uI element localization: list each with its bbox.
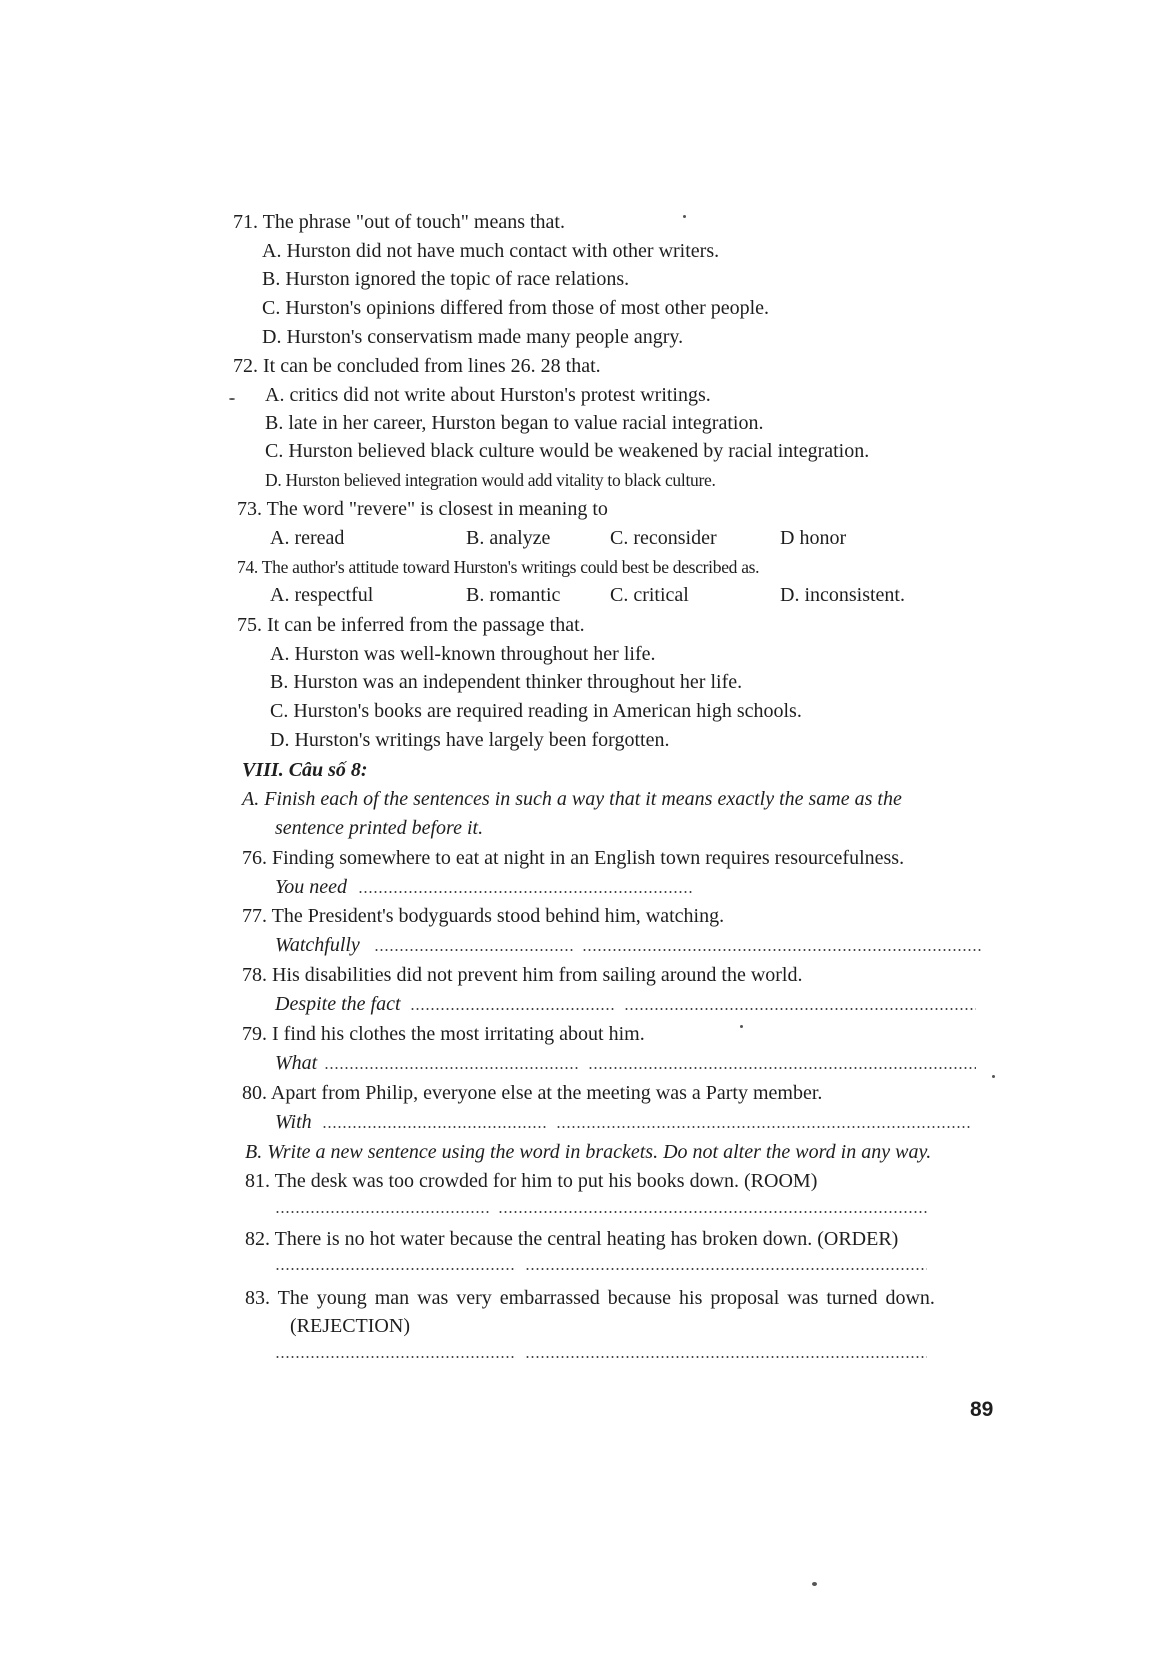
q73-option-b: B. analyze (466, 527, 551, 549)
q74-option-b: B. romantic (466, 584, 561, 606)
q72-option-d: D. Hurston believed integration would add vitality to black culture. (265, 470, 716, 490)
q80-prompt: With (275, 1111, 312, 1133)
q81-stem: 81. The desk was too crowded for him to put his books down. (ROOM) (245, 1170, 818, 1192)
scan-speck (992, 1075, 995, 1078)
q75-option-b: B. Hurston was an independent thinker throughout her life. (270, 671, 743, 693)
q82-answer-line (275, 1268, 515, 1270)
q75-option-c: C. Hurston's books are required reading in American high schools. (270, 700, 802, 722)
q81-answer-line (275, 1211, 490, 1213)
q78-prompt: Despite the fact (275, 993, 401, 1015)
q80-answer-line (322, 1126, 547, 1128)
q72-option-b: B. late in her career, Hurston began to value racial integration. (265, 412, 764, 434)
q73-option-c: C. reconsider (610, 527, 717, 549)
scan-speck (812, 1582, 817, 1586)
q71-option-b: B. Hurston ignored the topic of race relations. (262, 268, 630, 290)
q77-stem: 77. The President's bodyguards stood behind him, watching. (242, 905, 725, 927)
q73-option-d: D honor (780, 527, 847, 549)
q72-option-a: A. critics did not write about Hurston's protest writings. (265, 384, 711, 406)
q71-option-a: A. Hurston did not have much contact with other writers. (262, 240, 720, 262)
q82-stem: 82. There is no hot water because the central heating has broken down. (ORDER) (245, 1228, 899, 1250)
q71-stem: 71. The phrase "out of touch" means that. (233, 211, 565, 233)
q77-prompt: Watchfully (275, 934, 360, 956)
q83-stem: 83. The young man was very embarrassed because his proposal was turned down. (245, 1287, 935, 1309)
q80-stem: 80. Apart from Philip, everyone else at the meeting was a Party member. (242, 1082, 823, 1104)
section-title: VIII. Câu số 8: (242, 759, 368, 781)
q79-stem: 79. I find his clothes the most irritating about him. (242, 1023, 645, 1045)
q73-stem: 73. The word "revere" is closest in meaning to (237, 498, 608, 520)
q78-answer-line-cont (624, 1008, 976, 1010)
q71-option-d: D. Hurston's conservatism made many people angry. (262, 326, 684, 348)
scan-speck (229, 398, 235, 400)
q78-answer-line (410, 1008, 615, 1010)
q73-option-a: A. reread (270, 527, 345, 549)
q76-stem: 76. Finding somewhere to eat at night in an English town requires resourcefulness. (242, 847, 905, 869)
q76-answer-line (358, 891, 693, 893)
q72-option-c: C. Hurston believed black culture would be weakened by racial integration. (265, 440, 870, 462)
q79-answer-line-cont (588, 1067, 976, 1069)
q77-answer-line-cont (582, 949, 982, 951)
q74-option-d: D. inconsistent. (780, 584, 905, 606)
q71-option-c: C. Hurston's opinions differed from those of most other people. (262, 297, 770, 319)
q83-answer-line (275, 1356, 515, 1358)
section-instruction-a: A. Finish each of the sentences in such a way that it means exactly the same as the (242, 788, 902, 810)
q83-answer-line-cont (525, 1356, 927, 1358)
q74-option-c: C. critical (610, 584, 689, 606)
q80-answer-line-cont (556, 1126, 972, 1128)
scan-speck (740, 1025, 743, 1028)
q81-answer-line-cont (498, 1211, 928, 1213)
q74-option-a: A. respectful (270, 584, 374, 606)
q75-option-a: A. Hurston was well-known throughout her life. (270, 643, 656, 665)
q75-stem: 75. It can be inferred from the passage that. (237, 614, 585, 636)
section-instruction-b: B. Write a new sentence using the word in brackets. Do not alter the word in any way. (245, 1141, 932, 1163)
q78-stem: 78. His disabilities did not prevent him from sailing around the world. (242, 964, 803, 986)
q76-prompt: You need (275, 876, 348, 898)
q83-stem-cont: (REJECTION) (290, 1315, 410, 1337)
page-number: 89 (970, 1398, 994, 1421)
q74-stem: 74. The author's attitude toward Hurston's writings could best be described as. (237, 557, 760, 577)
scan-speck (683, 215, 686, 218)
q79-answer-line (324, 1067, 578, 1069)
q75-option-d: D. Hurston's writings have largely been forgotten. (270, 729, 670, 751)
q77-answer-line (374, 949, 574, 951)
q72-stem: 72. It can be concluded from lines 26. 28 that. (233, 355, 601, 377)
section-instruction-a-cont: sentence printed before it. (275, 817, 484, 839)
q79-prompt: What (275, 1052, 318, 1074)
q82-answer-line-cont (525, 1268, 927, 1270)
